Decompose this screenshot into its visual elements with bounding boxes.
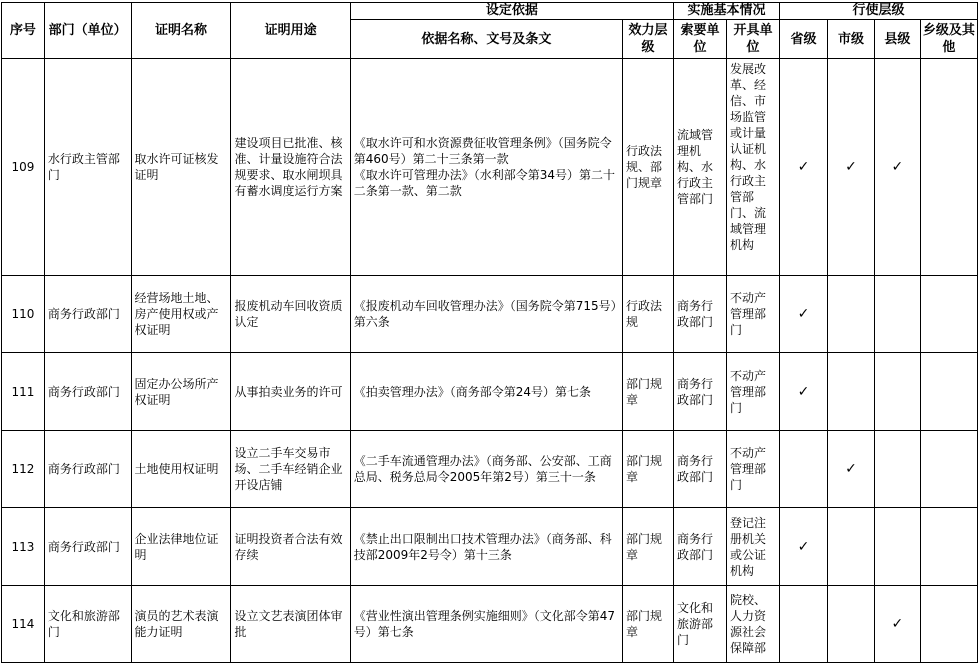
cell-city [828, 353, 875, 431]
cell-cert-name: 取水许可证核发证明 [131, 59, 231, 276]
cell-cert-name: 经营场地土地、房产使用权或产权证明 [131, 276, 231, 353]
header-seq: 序号 [2, 3, 45, 59]
cell-city [828, 586, 875, 663]
cell-province: ✓ [780, 276, 828, 353]
cell-issue-unit: 不动产管理部门 [727, 353, 780, 431]
cell-province: ✓ [780, 353, 828, 431]
cell-effect-level: 部门规章 [623, 508, 674, 586]
table-row [2, 431, 978, 508]
cell-dept: 商务行政部门 [44, 353, 131, 431]
cell-issue-unit: 不动产管理部门 [727, 431, 780, 508]
cell-basis-doc: 《取水许可和水资源费征收管理条例》（国务院令第460号）第二十三条第一款 《取水许可管理办法》（水利部令第34号）第二十二条第一款、第二款 [350, 59, 622, 276]
cell-dept: 文化和旅游部门 [44, 586, 131, 663]
cell-cert-use: 建设项目已批准、核准、计量设施符合法规要求、取水闸坝具有蓄水调度运行方案 [231, 59, 350, 276]
cell-req-unit: 商务行政部门 [674, 431, 727, 508]
table-row [2, 586, 978, 663]
cell-req-unit: 商务行政部门 [674, 353, 727, 431]
header-level-group: 行使层级 [780, 3, 978, 20]
table-row [2, 59, 978, 276]
cell-town [920, 276, 977, 353]
header-cert-name: 证明名称 [131, 3, 231, 59]
cell-county [874, 431, 920, 508]
cell-basis-doc: 《二手车流通管理办法》（商务部、公安部、工商总局、税务总局令2005年第2号）第三十一条 [350, 431, 622, 508]
cell-cert-use: 设立文艺表演团体审批 [231, 586, 350, 663]
cell-cert-use: 证明投资者合法有效存续 [231, 508, 350, 586]
cell-basis-doc: 《报废机动车回收管理办法》（国务院令第715号）第六条 [350, 276, 622, 353]
cell-basis-doc: 《禁止出口限制出口技术管理办法》（商务部、科技部2009年2号令）第十三条 [350, 508, 622, 586]
cell-seq: 112 [2, 431, 45, 508]
cell-req-unit: 商务行政部门 [674, 276, 727, 353]
header-dept: 部门（单位） [44, 3, 131, 59]
cell-issue-unit [727, 59, 780, 276]
cell-cert-use: 从事拍卖业务的许可 [231, 353, 350, 431]
cell-county [874, 276, 920, 353]
header-county: 县级 [874, 20, 920, 59]
cell-req-unit: 文化和旅游部门 [674, 586, 727, 663]
cell-basis-doc: 《营业性演出管理条例实施细则》（文化部令第47号）第七条 [350, 586, 622, 663]
cell-city: ✓ [828, 431, 875, 508]
cell-dept: 商务行政部门 [44, 276, 131, 353]
cell-county: ✓ [874, 59, 920, 276]
cell-cert-name: 土地使用权证明 [131, 431, 231, 508]
cell-town [920, 586, 977, 663]
cell-province: ✓ [780, 508, 828, 586]
cell-effect-level: 部门规章 [623, 353, 674, 431]
cell-issue-unit: 不动产管理部门 [727, 276, 780, 353]
cell-cert-name: 企业法律地位证明 [131, 508, 231, 586]
cell-basis-doc: 《拍卖管理办法》（商务部令第24号）第七条 [350, 353, 622, 431]
cell-county: ✓ [874, 586, 920, 663]
cell-dept: 水行政主管部门 [44, 59, 131, 276]
cell-seq: 114 [2, 586, 45, 663]
cell-issue-unit: 登记注册机关或公证机构 [727, 508, 780, 586]
cell-town [920, 353, 977, 431]
cell-req-unit: 流域管理机构、水行政主管部门 [674, 59, 727, 276]
header-req-unit: 索要单位 [674, 20, 727, 59]
cell-issue-unit: 院校、人力资源社会保障部 [727, 586, 780, 663]
cell-city [828, 276, 875, 353]
cell-req-unit: 商务行政部门 [674, 508, 727, 586]
cell-seq: 109 [2, 59, 45, 276]
header-impl-group: 实施基本情况 [674, 3, 780, 20]
header-basis-group: 设定依据 [350, 3, 673, 20]
cell-province [780, 431, 828, 508]
cell-effect-level: 部门规章 [623, 586, 674, 663]
table-row [2, 276, 978, 353]
cell-province [780, 586, 828, 663]
cell-cert-use: 报废机动车回收资质认定 [231, 276, 350, 353]
cell-county [874, 508, 920, 586]
cell-cert-name: 演员的艺术表演能力证明 [131, 586, 231, 663]
header-row-top [2, 3, 978, 20]
cell-cert-name: 固定办公场所产权证明 [131, 353, 231, 431]
cell-seq: 111 [2, 353, 45, 431]
cell-town [920, 508, 977, 586]
header-basis-doc: 依据名称、文号及条文 [350, 20, 622, 59]
header-effect-level: 效力层级 [623, 20, 674, 59]
cell-town [920, 59, 977, 276]
cell-seq: 110 [2, 276, 45, 353]
header-cert-use: 证明用途 [231, 3, 350, 59]
header-town: 乡级及其他 [920, 20, 977, 59]
header-city: 市级 [828, 20, 875, 59]
cell-seq: 113 [2, 508, 45, 586]
cell-effect-level: 部门规章 [623, 431, 674, 508]
table-row [2, 508, 978, 586]
certificate-table [1, 2, 978, 663]
cell-city: ✓ [828, 59, 875, 276]
header-province: 省级 [780, 20, 828, 59]
cell-dept: 商务行政部门 [44, 508, 131, 586]
cell-dept: 商务行政部门 [44, 431, 131, 508]
cell-province: ✓ [780, 59, 828, 276]
cell-cert-use: 设立二手车交易市场、二手车经销企业开设店铺 [231, 431, 350, 508]
issue-unit-text: 发展改革、经信、市场监管或计量认证机构、水行政主管部门、流域管理机构 [730, 62, 767, 252]
table-row [2, 353, 978, 431]
cell-county [874, 353, 920, 431]
header-issue-unit: 开具单位 [727, 20, 780, 59]
cell-city [828, 508, 875, 586]
cell-town [920, 431, 977, 508]
cell-effect-level: 行政法规 [623, 276, 674, 353]
cell-effect-level: 行政法规、部门规章 [623, 59, 674, 276]
